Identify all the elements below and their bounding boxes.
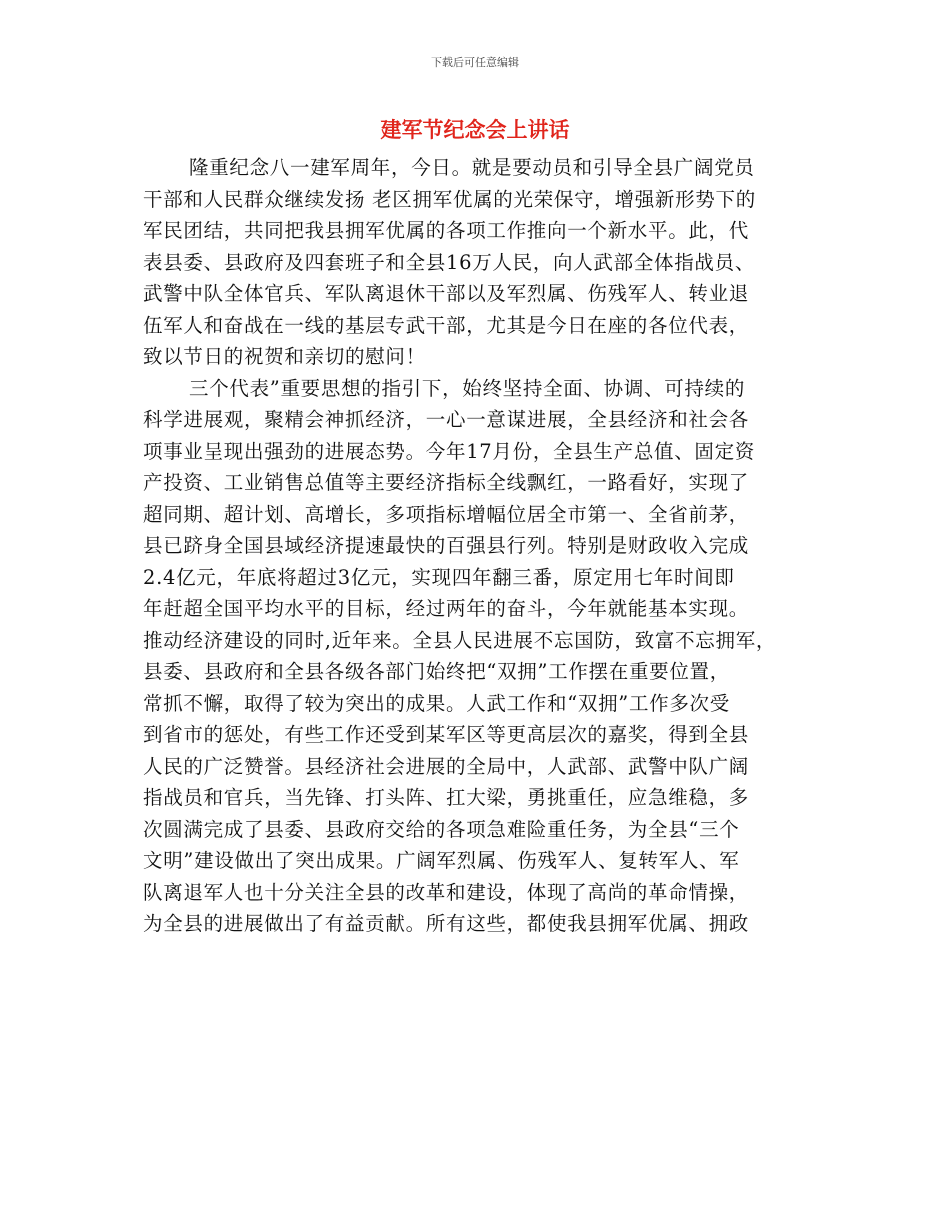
text-line: 产投资、工业销售总值等主要经济指标全线飘红，一路看好，实现了 [143, 471, 750, 494]
text-line: 表县委、县政府及四套班子和全县16万人民，向人武部全体指战员、 [143, 250, 756, 274]
text-line: 文明”建设做出了突出成果。广阔军烈属、伤残军人、复转军人、军 [143, 849, 740, 872]
text-line: 武警中队全体官兵、军队离退休干部以及军烈属、伤残军人、转业退 [143, 282, 750, 305]
paragraph-2 [143, 373, 823, 940]
text-line: 伍军人和奋战在一线的基层专武干部，尤其是今日在座的各位代表， [143, 313, 750, 337]
text-line: 2.4亿元，年底将超过3亿元，实现四年翻三番，原定用七年时间即 [143, 565, 735, 589]
page-header-note: 下载后可任意编辑 [431, 56, 519, 69]
text-line: 致以节日的祝贺和亲切的慰问！ [143, 345, 426, 368]
text-line: 干部和人民群众继续发扬 老区拥军优属的光荣保守，增强新形势下的 [143, 187, 756, 211]
text-line: 为全县的进展做出了有益贡献。所有这些，都使我县拥军优属、拥政 [143, 912, 750, 935]
text-line: 项事业呈现出强劲的进展态势。今年17月份，全县生产总值、固定资 [143, 439, 756, 463]
text-line: 指战员和官兵，当先锋、打头阵、扛大梁，勇挑重任，应急维稳，多 [143, 786, 750, 809]
text-line: 科学进展观，聚精会神抓经济，一心一意谋进展，全县经济和社会各 [143, 408, 750, 431]
text-line: 年赶超全国平均水平的目标，经过两年的奋斗，今年就能基本实现。 [143, 597, 750, 620]
text-line: 军民团结，共同把我县拥军优属的各项工作推向一个新水平。此，代 [143, 219, 750, 242]
text-line: 推动经济建设的同时,近年来。全县人民进展不忘国防，致富不忘拥军， [143, 628, 777, 652]
text-line: 三个代表”重要思想的指引下，始终坚持全面、协调、可持续的 [189, 376, 746, 400]
text-line: 队离退军人也十分关注全县的改革和建设，体现了高尚的革命情操， [143, 880, 750, 904]
paragraph-1 [143, 152, 823, 373]
text-line: 超同期、超计划、高增长，多项指标增幅位居全市第一、全省前茅， [143, 502, 750, 526]
text-line: 县委、县政府和全县各级各部门始终把“双拥”工作摆在重要位置， [143, 660, 730, 683]
text-line: 人民的广泛赞誉。县经济社会进展的全局中，人武部、武警中队广阔 [143, 754, 750, 778]
text-line: 到省市的惩处，有些工作还受到某军区等更高层次的嘉奖，得到全县 [143, 723, 750, 746]
document-body [143, 152, 823, 940]
text-line: 常抓不懈，取得了较为突出的成果。人武工作和“双拥”工作多次受 [143, 691, 730, 715]
document-title: 建军节纪念会上讲话 [380, 118, 570, 142]
text-line: 县已跻身全国县域经济提速最快的百强县行列。特别是财政收入完成 [143, 534, 750, 557]
text-line: 隆重纪念八一建军周年，今日。就是要动员和引导全县广阔党员 [189, 156, 755, 179]
text-line: 次圆满完成了县委、县政府交给的各项急难险重任务，为全县“三个 [143, 817, 740, 841]
